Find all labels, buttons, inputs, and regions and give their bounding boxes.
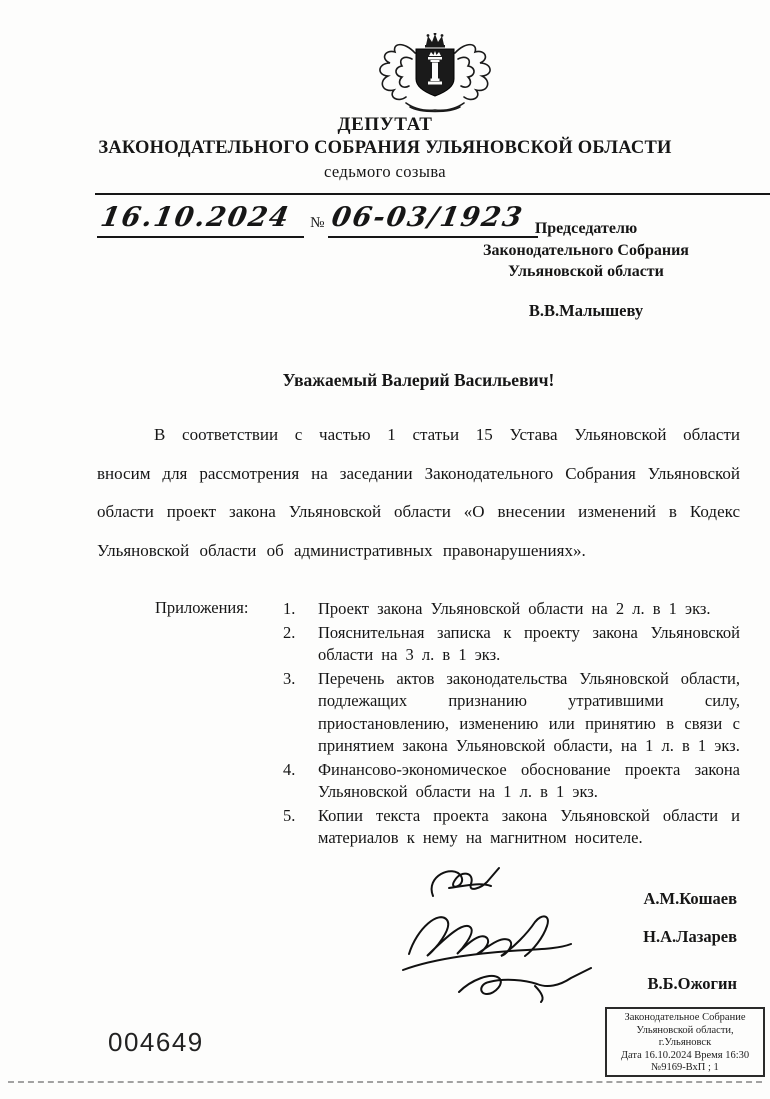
signature-scribbles: [395, 858, 620, 1008]
signatory-name-ozhogin: В.Б.Ожогин: [647, 974, 737, 993]
attachment-item: [283, 668, 741, 758]
recipient-line2: Законодательного Собрания: [483, 241, 689, 259]
attachment-item: [283, 598, 741, 621]
signatory-name-lazarev: Н.А.Лазарев: [643, 927, 737, 946]
registration-stamp: [605, 1007, 765, 1077]
attachment-item: [283, 759, 741, 804]
attachment-text: Перечень актов законодательства Ульяновской области, подлежащих признанию утратившими силу, приостановлению, изменению или принятию в связи с принятием закона Ульяновской области, на 1 л. в 1 экз.: [318, 668, 740, 755]
attachment-text: Проект закона Ульяновской области на 2 л. в 1 экз.: [318, 599, 711, 618]
recipient-name: В.В.Малышеву: [528, 300, 644, 320]
handwritten-date: 16.10.2024: [98, 202, 293, 233]
recipient-line1: Председателю: [534, 220, 638, 237]
handwritten-number: 06-03/1923: [329, 202, 527, 233]
signatory-name-koshaev: А.М.Кошаев: [643, 889, 737, 908]
date-field: [97, 202, 304, 238]
attachment-text: Финансово-экономическое обоснование проекта закона Ульяновской области на 1 л. в 1 экз.: [318, 759, 740, 801]
recipient-block: [455, 218, 717, 321]
attachment-number: 5.: [283, 805, 296, 825]
attachment-number: 1.: [283, 599, 296, 618]
number-sign: №: [310, 215, 325, 231]
registration-number: 004649: [108, 1027, 204, 1057]
header-separator-line: [95, 193, 770, 195]
stamp-line4: Дата 16.10.2024 Время 16:30: [620, 1049, 750, 1061]
stamp-line5: №9169-ВхП ; 1: [651, 1062, 719, 1074]
attachments-list: [283, 598, 741, 851]
bottom-dashed-line: [8, 1081, 762, 1083]
attachment-text: Копии текста проекта закона Ульяновской области и материалов к нему на магнитном носителе.: [318, 805, 740, 847]
letterhead-title-line2: ЗАКОНОДАТЕЛЬНОГО СОБРАНИЯ УЛЬЯНОВСКОЙ ОБЛАСТИ: [98, 138, 672, 158]
attachment-number: 4.: [283, 759, 296, 779]
letterhead-subtitle: седьмого созыва: [323, 162, 447, 181]
attachment-text: Пояснительная записка к проекту закона Ульяновской области на 3 л. в 1 экз.: [318, 622, 740, 664]
attachment-number: 3.: [283, 668, 296, 688]
stamp-line2: Ульяновской области,: [636, 1024, 734, 1036]
stamp-line3: г.Ульяновск: [658, 1037, 712, 1049]
letterhead: [60, 114, 710, 182]
stamp-line1: Законодательное Собрание: [624, 1012, 746, 1023]
attachment-number: 2.: [283, 622, 296, 642]
recipient-line3: Ульяновской области: [508, 263, 664, 280]
attachment-item: [283, 622, 741, 667]
salutation: Уважаемый Валерий Васильевич!: [282, 370, 555, 390]
coat-of-arms-icon: [368, 33, 502, 119]
attachment-item: [283, 805, 741, 850]
letterhead-title-line1: ДЕПУТАТ: [337, 114, 433, 135]
body-paragraph: В соответствии с частью 1 статьи 15 Устава Ульяновской области вносим для рассмотрения на заседании Законодательного Собрания Ульяновской области проект закона Ульяновской области «О внесении изменений в Кодекс Ульяновской области об административных правонарушениях».: [97, 425, 740, 560]
attachments-label: Приложения:: [155, 598, 249, 617]
